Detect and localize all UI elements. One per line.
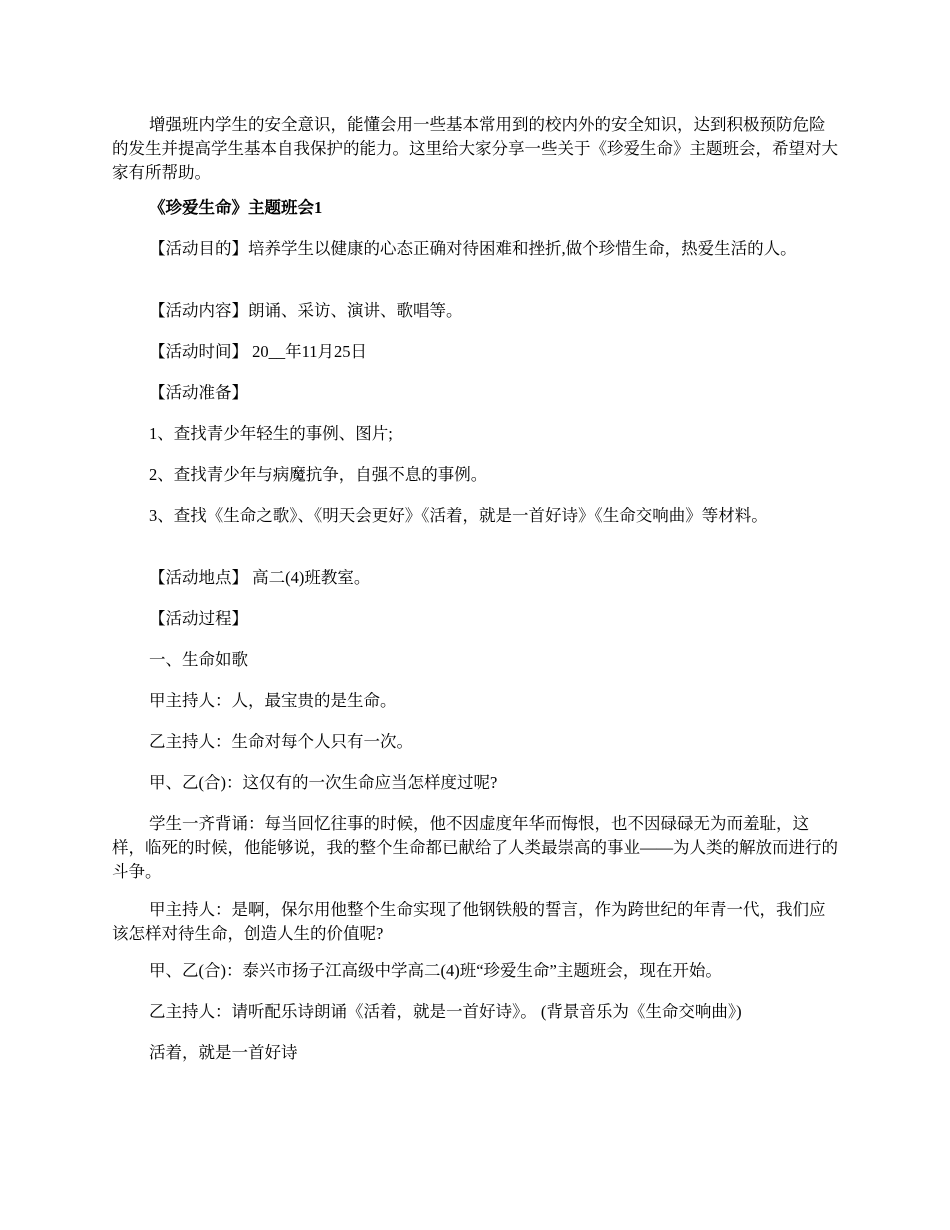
preparation-item-3: 3、查找《生命之歌》、《明天会更好》《活着，就是一首好诗》《生命交响曲》等材料。 [149, 506, 768, 525]
host-a-line-2: 甲主持人：是啊，保尔用他整个生命实现了他钢铁般的誓言，作为跨世纪的年青一代，我们应该怎样对待生命，创造人生的价值呢? [112, 900, 826, 943]
process-section-1: 一、生命如歌 [149, 650, 248, 669]
activity-purpose: 【活动目的】培养学生以健康的心态正确对待困难和挫折,做个珍惜生命，热爱生活的人。 [149, 239, 797, 258]
host-b-line-1: 乙主持人：生命对每个人只有一次。 [149, 732, 413, 751]
activity-process: 【活动过程】 [149, 609, 248, 628]
preparation-item-1: 1、查找青少年轻生的事例、图片; [149, 424, 393, 443]
activity-preparation: 【活动准备】 [149, 383, 248, 402]
activity-location: 【活动地点】 高二(4)班教室。 [149, 568, 371, 587]
activity-content: 【活动内容】朗诵、采访、演讲、歌唱等。 [149, 301, 463, 320]
student-recitation: 学生一齐背诵：每当回忆往事的时候，他不因虚度年华而悔恨，也不因碌碌无为而羞耻，这样，临死的时候，他能够说，我的整个生命都已献给了人类最崇高的事业——为人类的解放而进行的斗争。 [112, 814, 838, 881]
host-a-line-1: 甲主持人：人，最宝贵的是生命。 [149, 691, 397, 710]
hosts-together-line-1: 甲、乙(合)：这仅有的一次生命应当怎样度过呢? [149, 773, 498, 792]
preparation-item-2: 2、查找青少年与病魔抗争，自强不息的事例。 [149, 465, 488, 484]
section-heading: 《珍爱生命》主题班会1 [149, 198, 323, 217]
poem-title: 活着，就是一首好诗 [149, 1043, 298, 1062]
host-b-line-2: 乙主持人：请听配乐诗朗诵《活着，就是一首好诗》。 (背景音乐为《生命交响曲》) [149, 1002, 742, 1021]
hosts-together-line-2: 甲、乙(合)：泰兴市扬子江高级中学高二(4)班“珍爱生命”主题班会，现在开始。 [149, 961, 722, 980]
activity-time: 【活动时间】 20__年11月25日 [149, 342, 368, 361]
intro-paragraph: 增强班内学生的安全意识，能懂会用一些基本常用到的校内外的安全知识，达到积极预防危险的发生并提高学生基本自我保护的能力。这里给大家分享一些关于《珍爱生命》主题班会，希望对大家有所帮助。 [112, 115, 838, 182]
